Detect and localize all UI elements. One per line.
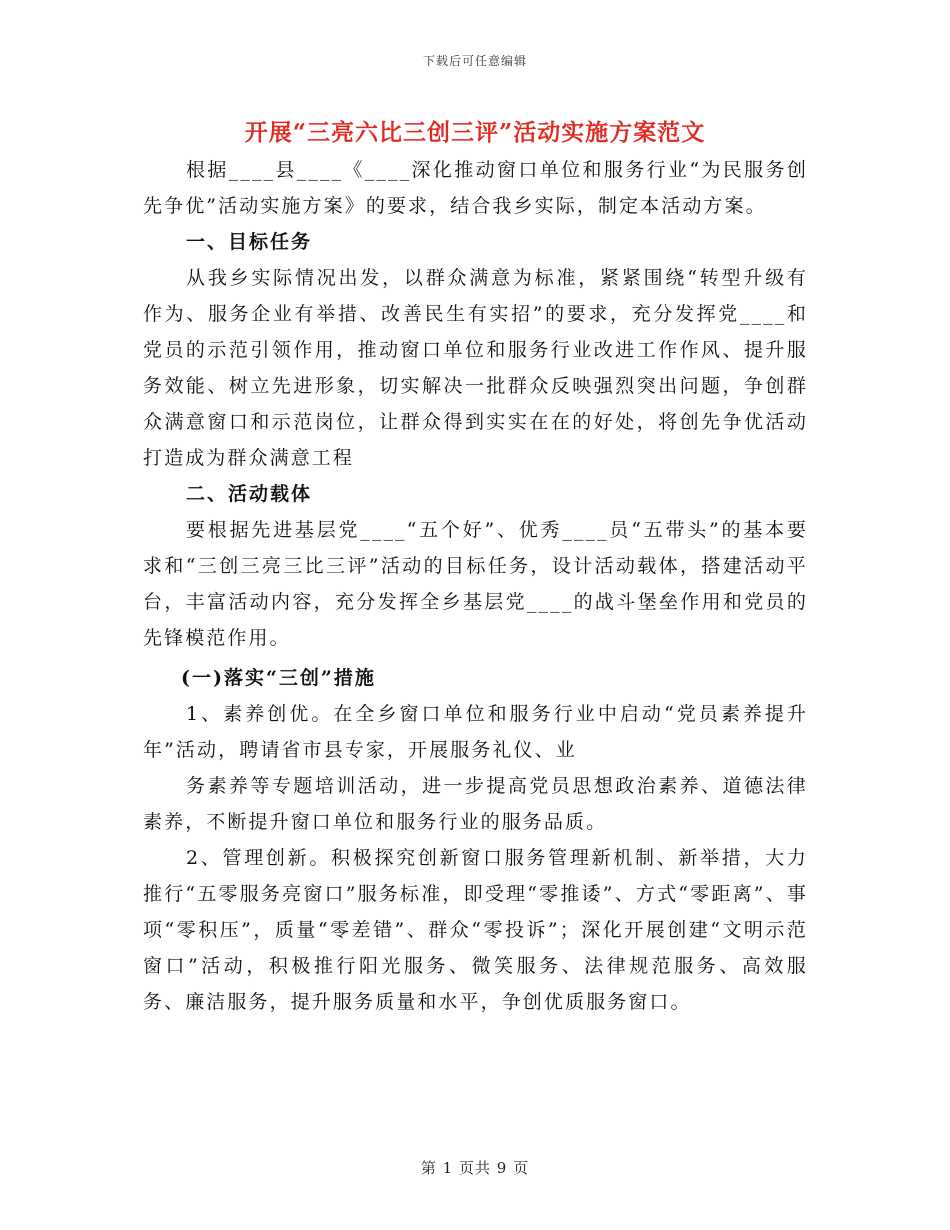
intro-paragraph: 根据____县____《____深化推动窗口单位和服务行业“为民服务创先争优”活动实施方案》的要求，结合我乡实际，制定本活动方案。: [143, 159, 808, 217]
header-note: 下载后可任意编辑: [422, 54, 527, 68]
section-heading-goals: 一、目标任务: [186, 231, 313, 253]
section-heading-carrier: 二、活动载体: [186, 483, 313, 505]
subsection-heading-three-chuang: (一)落实“三创”措施: [181, 667, 376, 689]
item-1-paragraph: 1、素养创优。在全乡窗口单位和服务行业中启动“党员素养提升年”活动，聘请省市县专家，开展服务礼仪、业: [143, 703, 808, 761]
carrier-paragraph: 要根据先进基层党____“五个好”、优秀____员“五带头”的基本要求和“三创三亮三比三评”活动的目标任务，设计活动载体，搭建活动平台，丰富活动内容，充分发挥全乡基层党____的战斗堡垒作用和党员的先锋模范作用。: [143, 519, 808, 649]
item-1-continued-paragraph: 务素养等专题培训活动，进一步提高党员思想政治素养、道德法律素养，不断提升窗口单位和服务行业的服务品质。: [143, 775, 808, 833]
item-2-paragraph: 2、管理创新。积极探究创新窗口服务管理新机制、新举措，大力推行“五零服务亮窗口”服务标准，即受理“零推诿”、方式“零距离”、事项“零积压”，质量“零差错”、群众“零投诉”；深化开展创建“文明示范窗口”活动，积极推行阳光服务、微笑服务、法律规范服务、高效服务、廉洁服务，提升服务质量和水平，争创优质服务窗口。: [143, 847, 808, 1013]
document-body: [143, 152, 808, 1020]
goals-paragraph: 从我乡实际情况出发，以群众满意为标准，紧紧围绕“转型升级有作为、服务企业有举措、改善民生有实招”的要求，充分发挥党____和党员的示范引领作用，推动窗口单位和服务行业改进工作作风、提升服务效能、树立先进形象，切实解决一批群众反映强烈突出问题，争创群众满意窗口和示范岗位，让群众得到实实在在的好处，将创先争优活动打造成为群众满意工程: [143, 267, 808, 469]
document-title: 开展“三亮六比三创三评”活动实施方案范文: [244, 119, 706, 146]
page-footer: 第 1 页共 9 页: [420, 1159, 530, 1177]
